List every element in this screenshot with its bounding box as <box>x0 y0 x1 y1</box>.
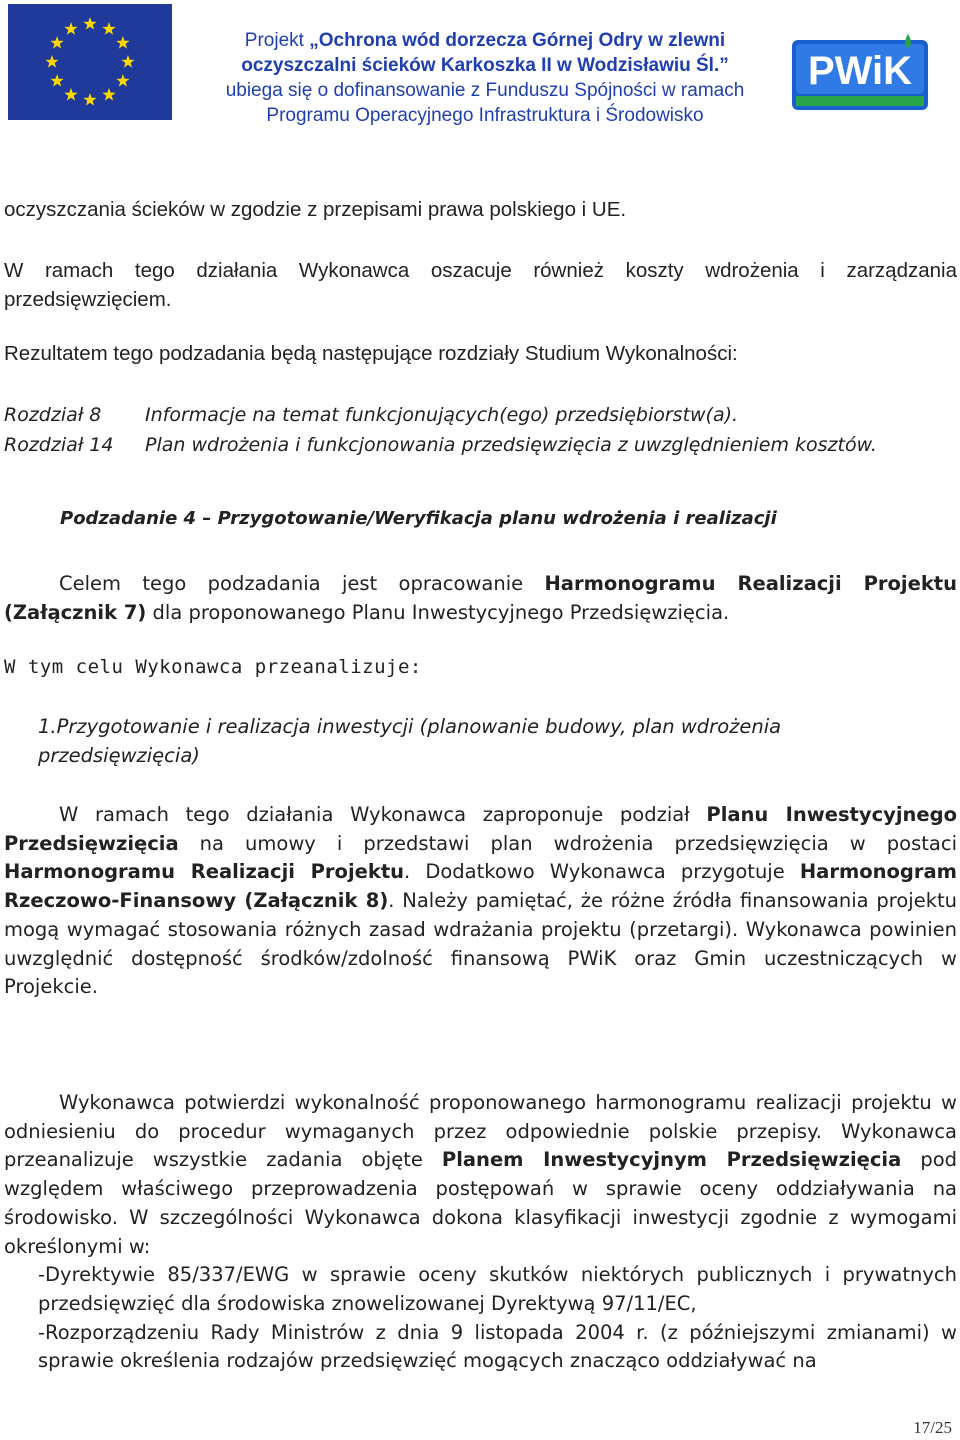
header-line1-prefix: Projekt <box>244 30 310 51</box>
division-bold-2: Harmonogramu Realizacji Projektu <box>4 860 405 884</box>
paragraph-eu-compliance: oczyszczania ścieków w zgodzie z przepisami prawa polskiego i UE. <box>4 198 627 221</box>
header-line4: Programu Operacyjnego Infrastruktura i Środowisko <box>266 105 704 126</box>
subtask-heading: Podzadanie 4 – Przygotowanie/Weryfikacja planu wdrożenia i realizacji <box>60 508 777 529</box>
header-line3: ubiega się o dofinansowanie z Funduszu Spójności w ramach <box>225 80 745 101</box>
header-line2-title: oczyszczalni ścieków Karkoszka II w Wodzisławiu Śl.” <box>241 55 729 76</box>
eu-star-icon <box>83 93 96 106</box>
chapter-text: Plan wdrożenia i funkcjonowania przedsięwzięcia z uwzględnieniem kosztów. <box>145 434 877 456</box>
pwik-logo-icon <box>790 30 938 124</box>
chapter-text: Informacje na temat funkcjonujących(ego) przedsiębiorstw(a). <box>145 404 739 426</box>
division-bold-1: Planu Inwestycyjnego Przedsięwzięcia <box>4 803 957 855</box>
analyze-line: W tym celu Wykonawca przeanalizuje: <box>4 656 422 678</box>
eu-star-icon <box>116 36 129 49</box>
division-text-4: . Należy pamiętać, że różne źródła finansowania projektu mogą wymagać stosowania różnych zasad wdrażania projektu (przetargi). Wykonawca powinien uwzględnić dostępność środków/zdolność finansową PWiK oraz Gmin uczestniczących w Projekcie. <box>4 889 957 999</box>
eu-star-icon <box>102 22 115 35</box>
division-text-1: W ramach tego działania Wykonawca zaproponuje podział <box>59 803 707 826</box>
paragraph-confirm <box>4 1089 957 1376</box>
eu-star-icon <box>45 55 58 68</box>
eu-star-icon <box>121 55 134 68</box>
eu-star-icon <box>102 88 115 101</box>
list-item-1: 1.Przygotowanie i realizacja inwestycji (planowanie budowy, plan wdrożenia przedsięwzięcia) <box>38 715 782 767</box>
project-header <box>190 28 780 128</box>
confirm-text-1: Wykonawca potwierdzi wykonalność proponowanego harmonogramu realizacji projektu w odniesieniu do procedur wymaganych przez odpowiednie polskie przepisy. Wykonawca przeanalizuje wszystkie zadania objęte <box>4 1091 957 1172</box>
header-line1-title: „Ochrona wód dorzecza Górnej Odry w zlewni <box>309 30 726 51</box>
pwik-logo-text: PWiK <box>807 49 913 93</box>
division-text-2: na umowy i przedstawi plan wdrożenia przedsięwzięcia w postaci <box>178 831 957 855</box>
eu-star-icon <box>64 22 77 35</box>
chapter-row <box>4 400 877 430</box>
eu-star-icon <box>83 17 96 30</box>
eu-star-icon <box>116 74 129 87</box>
paragraph-costs: W ramach tego działania Wykonawca oszacuje również koszty wdrożenia i zarządzania przedsięwzięciem. <box>4 259 957 311</box>
chapter-row <box>4 430 877 460</box>
chapter-list <box>4 400 877 460</box>
chapter-label: Rozdział 14 <box>4 434 114 456</box>
confirm-text-2: pod względem właściwego przeprowadzenia postępowań w sprawie oceny oddziaływania na środowisko. W szczególności Wykonawca dokona klasyfikacji inwestycji zgodnie z wymogami określonymi w: <box>4 1148 958 1258</box>
regulation-item: -Dyrektywie 85/337/EWG w sprawie oceny skutków niektórych publicznych i prywatnych przedsięwzięć dla środowiska znowelizowanej Dyrektywą 97/11/EC, <box>38 1263 957 1315</box>
paragraph-result: Rezultatem tego podzadania będą następujące rozdziały Studium Wykonalności: <box>4 342 738 365</box>
eu-flag-logo <box>8 4 172 120</box>
eu-star-icon <box>50 36 63 49</box>
eu-stars-icon <box>8 4 172 120</box>
goal-text-2: dla proponowanego Planu Inwestycyjnego Przedsięwzięcia. <box>146 600 730 624</box>
eu-star-icon <box>64 88 77 101</box>
goal-bold-1: Harmonogramu Realizacji Projektu (Załącznik 7) <box>4 572 957 624</box>
goal-text-1: Celem tego podzadania jest opracowanie <box>59 572 545 595</box>
chapter-label: Rozdział 8 <box>4 404 102 426</box>
division-text-3: . Dodatkowo Wykonawca przygotuje <box>404 860 800 884</box>
paragraph-division <box>4 801 957 1002</box>
pwik-logo <box>790 30 938 124</box>
confirm-bold-1: Planem Inwestycyjnym Przedsięwzięcia <box>441 1148 902 1172</box>
paragraph-goal <box>4 570 957 627</box>
eu-star-icon <box>50 74 63 87</box>
division-bold-3: Harmonogram Rzeczowo-Finansowy (Załącznik 8) <box>4 860 957 913</box>
page-number: 17/25 <box>913 1418 952 1437</box>
regulation-item: -Rozporządzeniu Rady Ministrów z dnia 9 listopada 2004 r. (z późniejszymi zmianami) w sprawie określenia rodzajów przedsięwzięć mogących znacząco oddziaływać na <box>38 1320 957 1373</box>
